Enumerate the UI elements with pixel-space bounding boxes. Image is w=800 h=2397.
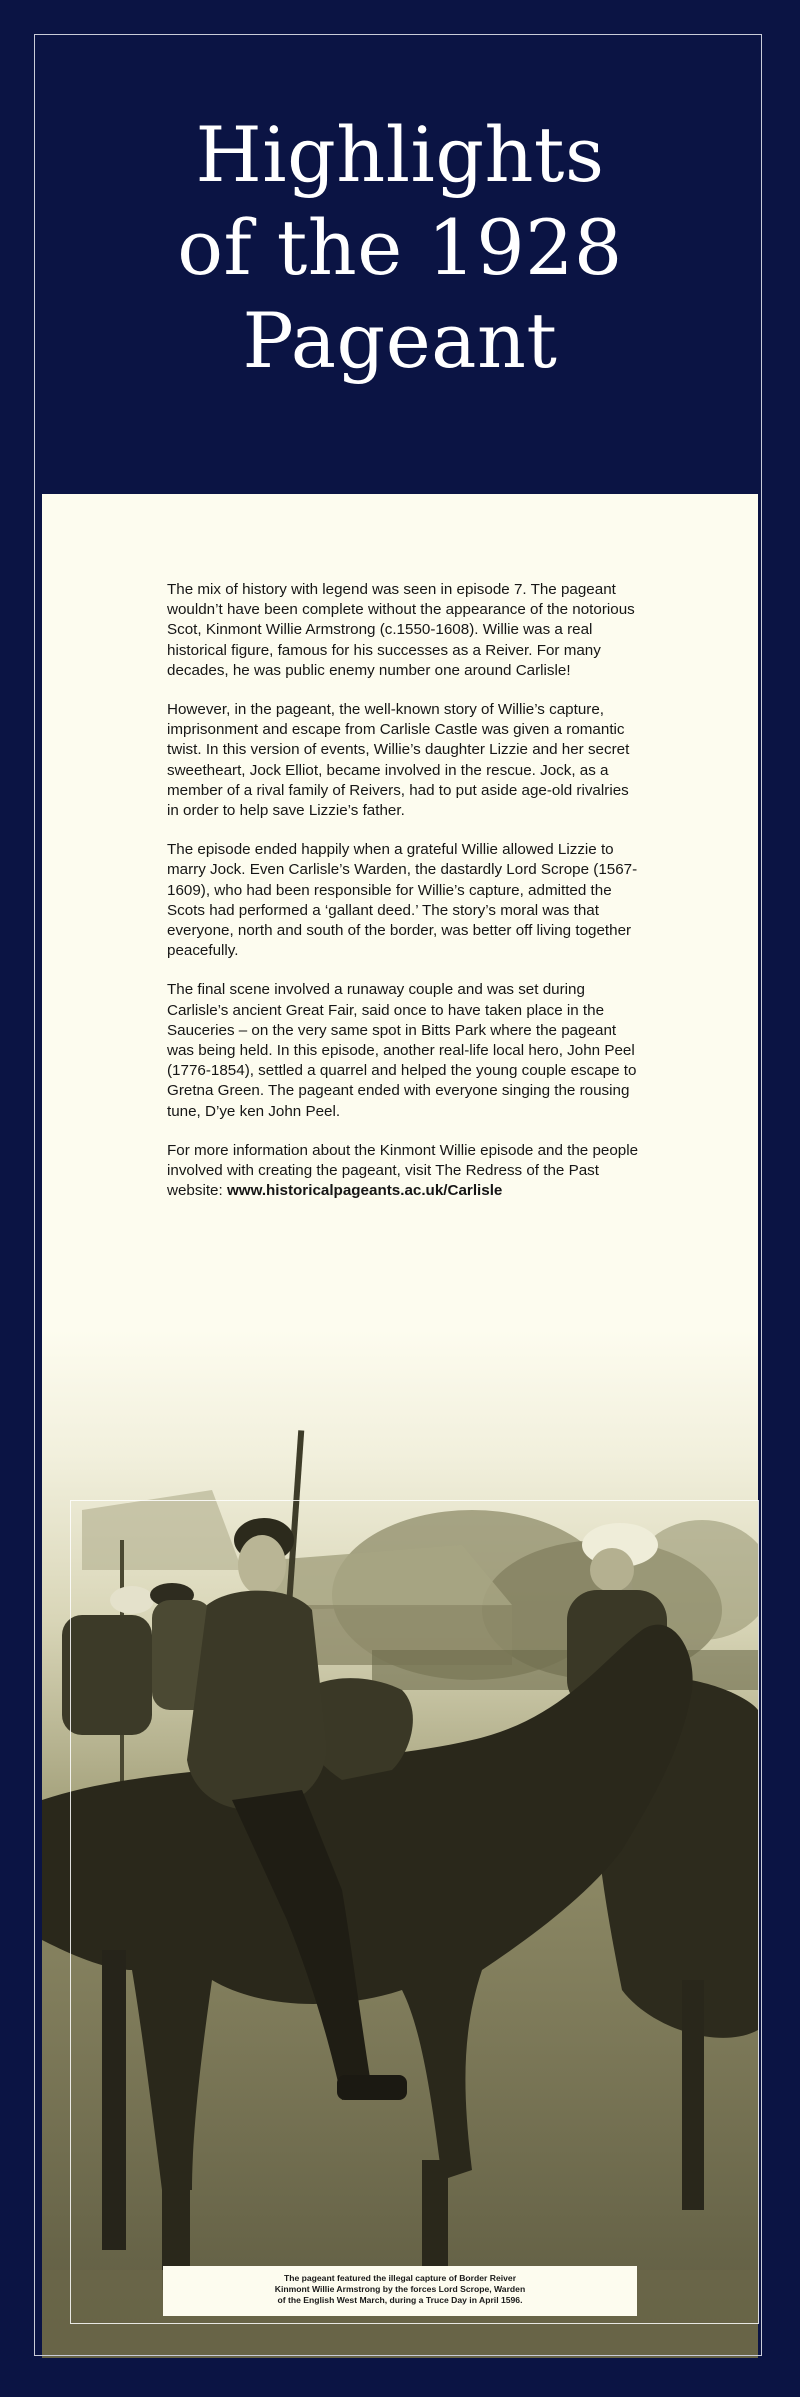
paragraph-more-info [167,1141,639,1202]
caption-line-2: Kinmont Willie Armstrong by the forces Lord Scrope, Warden [274,2284,526,2294]
title-line-3: Pageant [242,296,558,385]
historic-photo-horsemen [42,1330,758,2358]
page-title [0,108,800,387]
paragraph-romantic-twist: However, in the pageant, the well-known story of Willie’s capture, imprisonment and escape from Carlisle Castle was given a romantic twist. In this version of events, Willie’s daughter Lizzie and her secret sweetheart, Jock Elliot, became involved in the rescue. Jock, as a member of a rival family of Reivers, had to put aside age-old rivalries in order to help save Lizzie’s father. [167,701,630,820]
paragraph-episode-7: The mix of history with legend was seen in episode 7. The pageant wouldn’t have been complete without the appearance of the notorious Scot, Kinmont Willie Armstrong (c.1550-1608). Willie was a real historical figure, famous for his successes as a Reiver. For many decades, he was public enemy number one around Carlisle! [167,581,635,679]
title-line-1: Highlights [195,110,605,199]
website-link[interactable]: www.historicalpageants.ac.uk/Carlisle [226,1182,503,1200]
paragraph-happy-ending: The episode ended happily when a grateful Willie allowed Lizzie to marry Jock. Even Carlisle’s Warden, the dastardly Lord Scrope (1567-1609), who had been responsible for Willie’s capture, admitted the Scots had performed a ‘gallant deed.’ The story’s moral was that everyone, north and south of the border, was better off living together peacefully. [167,841,638,960]
caption-line-3: of the English West March, during a Truce Day in April 1596. [277,2295,523,2305]
paragraph-final-scene: The final scene involved a runaway couple and was set during Carlisle’s ancient Great Fair, said once to have taken place in the Sauceries – on the very same spot in Bitts Park where the pageant was being held. In this episode, another real-life local hero, John Peel (1776-1854), settled a quarrel and helped the young couple escape to Gretna Green. The pageant ended with everyone singing the rousing tune, D’ye ken John Peel. [167,981,637,1120]
body-text [167,580,639,1220]
more-info-text: For more information about the Kinmont Willie episode and the people involved with creating the pageant, visit The Redress of the Past website: [167,1141,639,1200]
photo-caption [163,2266,637,2316]
title-line-2: of the 1928 [177,203,623,292]
photo-inner-border-right [758,1500,759,2324]
caption-line-1: The pageant featured the illegal capture of Border Reiver [283,2273,517,2283]
